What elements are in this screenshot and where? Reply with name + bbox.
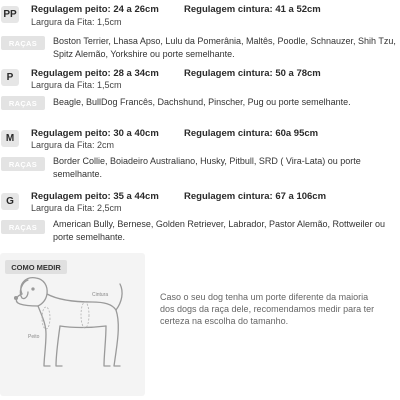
racas-badge: RAÇAS bbox=[1, 220, 45, 234]
cintura-label: Cintura bbox=[92, 292, 109, 298]
fita-width: Largura da Fita: 2cm bbox=[31, 140, 115, 150]
peito-range: Regulagem peito: 30 a 40cm bbox=[31, 128, 159, 139]
peito-range: Regulagem peito: 24 a 26cm bbox=[31, 4, 159, 15]
fita-width: Largura da Fita: 1,5cm bbox=[31, 17, 122, 27]
racas-badge: RAÇAS bbox=[1, 96, 45, 110]
peito-label: Peito bbox=[28, 334, 40, 340]
cintura-range: Regulagem cintura: 60a 95cm bbox=[184, 128, 319, 139]
cintura-range: Regulagem cintura: 67 a 106cm bbox=[184, 191, 327, 202]
cintura-range: Regulagem cintura: 50 a 78cm bbox=[184, 68, 321, 79]
peito-range: Regulagem peito: 28 a 34cm bbox=[31, 68, 159, 79]
racas-list: American Bully, Bernese, Golden Retriever, Labrador, Pastor Alemão, Rottweiler ou porte semelhante. bbox=[53, 219, 385, 242]
racas-badge: RAÇAS bbox=[1, 36, 45, 50]
regulagem-line bbox=[31, 191, 327, 202]
peito-range: Regulagem peito: 35 a 44cm bbox=[31, 191, 159, 202]
regulagem-line bbox=[31, 4, 321, 15]
cintura-range: Regulagem cintura: 41 a 52cm bbox=[184, 4, 321, 15]
racas-list: Border Collie, Boiadeiro Australiano, Husky, Pitbull, SRD ( Vira-Lata) ou porte semelhante. bbox=[53, 156, 361, 179]
regulagem-line bbox=[31, 68, 321, 79]
racas-badge: RAÇAS bbox=[1, 157, 45, 171]
size-badge: M bbox=[1, 130, 19, 147]
dog-measure-illustration bbox=[0, 262, 145, 392]
size-badge: G bbox=[1, 193, 19, 210]
racas-list: Boston Terrier, Lhasa Apso, Lulu da Pomerânia, Maltês, Poodle, Schnauzer, Shih Tzu, Spitz Alemão, Yorkshire ou porte semelhante. bbox=[53, 36, 396, 59]
racas-list: Beagle, BullDog Francês, Dachshund, Pinscher, Pug ou porte semelhante. bbox=[53, 97, 351, 107]
fita-width: Largura da Fita: 2,5cm bbox=[31, 203, 122, 213]
fita-width: Largura da Fita: 1,5cm bbox=[31, 80, 122, 90]
size-badge: PP bbox=[1, 6, 19, 23]
measure-lines-icon bbox=[42, 302, 89, 329]
como-medir-text: Caso o seu dog tenha um porte diferente da maioria dos dogs da raça dele, recomendamos medir para ter certeza na escolha do tamanho. bbox=[160, 292, 375, 326]
regulagem-line bbox=[31, 128, 319, 139]
dog-outline-icon bbox=[15, 278, 122, 366]
size-badge: P bbox=[1, 69, 19, 86]
como-medir-badge: COMO MEDIR bbox=[5, 260, 67, 274]
